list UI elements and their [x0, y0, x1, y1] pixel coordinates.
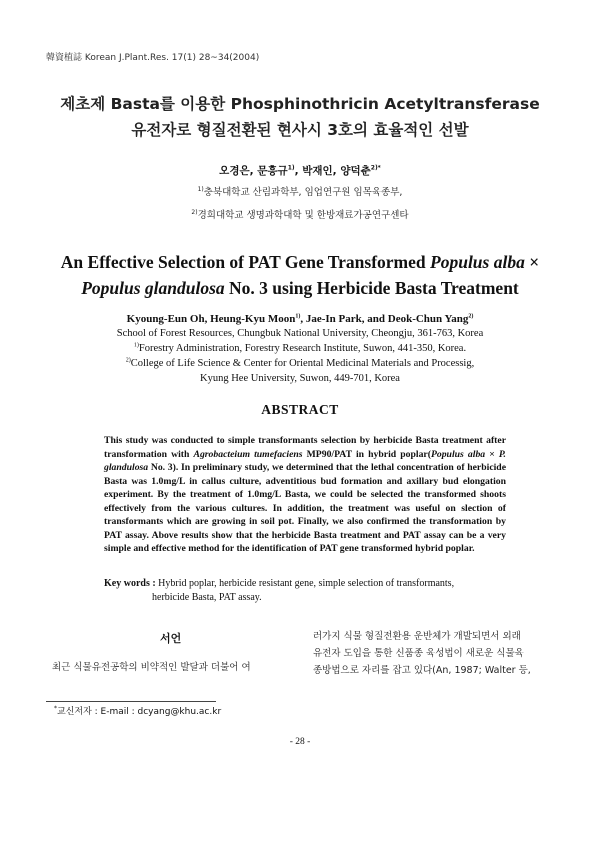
- english-aff2-text: Forestry Administration, Forestry Research Institute, Suwon, 441-350, Korea.: [138, 343, 467, 354]
- english-authors-sup-1: 1): [295, 313, 301, 320]
- english-authors-b: , Jae-In Park, and Deok-Chun Yang: [300, 313, 469, 325]
- english-aff3-text: College of Life Science & Center for Oriental Medicinal Materials and Processig,: [130, 358, 475, 369]
- korean-aff2-text: 경희대학교 생명과학대학 및 한방재료가공연구센타: [197, 210, 409, 221]
- english-title-line-2: [0, 278, 600, 299]
- footnote-text: 교신저자 : E-mail : dcyang@khu.ac.kr: [57, 707, 222, 717]
- english-affiliation-1: School of Forest Resources, Chungbuk National University, Cheongju, 361-763, Korea: [116, 328, 484, 339]
- abstract-italic-2: Populus alba: [430, 448, 486, 460]
- intro-heading: 서언: [160, 632, 182, 645]
- abstract-text-4: No. 3). In preliminary study, we determined that the lethal concentration of herbicide Basta was 1.0mg/L in callus culture, adventitious bud formation and axillary bud elongation experiment. By the treatment of 1.0mg/L Basta, we could be selected the transformed shoots effectively from the various cultures. In addition, the treatment was useful on slection of transformants which are growing in soil pot. Finally, we also confirmed the transformation by PAT assay. Above results show that the herbicide Basta treatment and PAT assay can be a very simple and effective method for the identification of PAT gene transformed hybrid poplar.: [104, 462, 506, 554]
- intro-right-line-1: 러가지 식물 형질전환용 운반체가 개발되면서 외래: [313, 631, 521, 642]
- abstract-text-2: MP90/PAT in hybrid poplar(: [302, 448, 431, 460]
- english-affiliation-2: [0, 343, 600, 354]
- english-title-line-1: [0, 252, 600, 273]
- abstract-heading: ABSTRACT: [261, 402, 339, 417]
- english-aff2-sup: 1): [133, 342, 139, 349]
- english-title-italic-2: Populus glandulosa: [81, 278, 225, 298]
- footnote: [54, 704, 221, 717]
- english-title-pre: An Effective Selection of PAT Gene Transformed: [60, 252, 431, 272]
- korean-aff1-text: 충북대학교 산림과학부, 임업연구원 임목육종부,: [203, 187, 403, 198]
- korean-authors-part1: 오경은, 문흥규: [219, 165, 288, 177]
- abstract-body: [104, 434, 506, 556]
- footnote-mark: *: [54, 705, 57, 712]
- intro-right-line-2: 유전자 도입을 통한 신품종 육성법이 새로운 식물육: [313, 648, 524, 659]
- korean-aff2-sup: 2): [191, 208, 198, 216]
- korean-title-line-1: 제초제 Basta를 이용한 Phosphinothricin Acetyltransferase: [60, 95, 540, 113]
- page-number: - 28 -: [289, 737, 311, 747]
- english-affiliation-4: Kyung Hee University, Suwon, 449-701, Korea: [200, 373, 400, 384]
- korean-authors: [0, 163, 600, 178]
- english-affiliation-3: [0, 358, 600, 369]
- korean-affiliation-2: [0, 207, 600, 221]
- english-aff3-sup: 2): [125, 357, 131, 364]
- english-authors-sup-2: 2): [468, 313, 474, 320]
- abstract-italic-3: P. glandulosa: [104, 448, 506, 473]
- intro-left-line-1: 최근 식물유전공학의 비약적인 발달과 더불어 여: [52, 662, 251, 673]
- journal-header: 韓資植誌 Korean J.Plant.Res. 17(1) 28~34(2004): [46, 53, 260, 63]
- korean-author-sup-1: 1): [287, 164, 295, 172]
- english-authors-a: Kyoung-Eun Oh, Heung-Kyu Moon: [126, 313, 296, 325]
- korean-authors-part2: , 박재인, 양덕춘: [294, 165, 371, 177]
- english-title-post: No. 3 using Herbicide Basta Treatment: [224, 278, 519, 298]
- abstract-text-3: ×: [485, 448, 499, 460]
- english-title-italic-1: Populus alba: [430, 252, 525, 272]
- intro-right-line-3: 종방법으로 자리를 잡고 있다(An, 1987; Walter 등,: [313, 665, 531, 676]
- abstract-text-1: This study was conducted to simple transformants selection by herbicide Basta treatment after transformation with: [104, 435, 506, 460]
- korean-title-line-2: 유전자로 형질전환된 현사시 3호의 효율적인 선발: [131, 121, 469, 139]
- english-title-cross: ×: [524, 252, 540, 272]
- english-authors: [0, 313, 600, 325]
- abstract-italic-1: Agrobacteium tumefaciens: [193, 448, 303, 460]
- korean-affiliation-1: [0, 184, 600, 198]
- footnote-rule: [46, 701, 216, 702]
- keywords-line-2: herbicide Basta, PAT assay.: [152, 592, 262, 603]
- keywords-label: Key words :: [104, 578, 156, 589]
- keywords-line-1: Hybrid poplar, herbicide resistant gene, simple selection of transformants,: [158, 578, 455, 589]
- korean-author-sup-2: 2)*: [370, 164, 381, 172]
- korean-aff1-sup: 1): [197, 185, 204, 193]
- keywords: [104, 578, 454, 589]
